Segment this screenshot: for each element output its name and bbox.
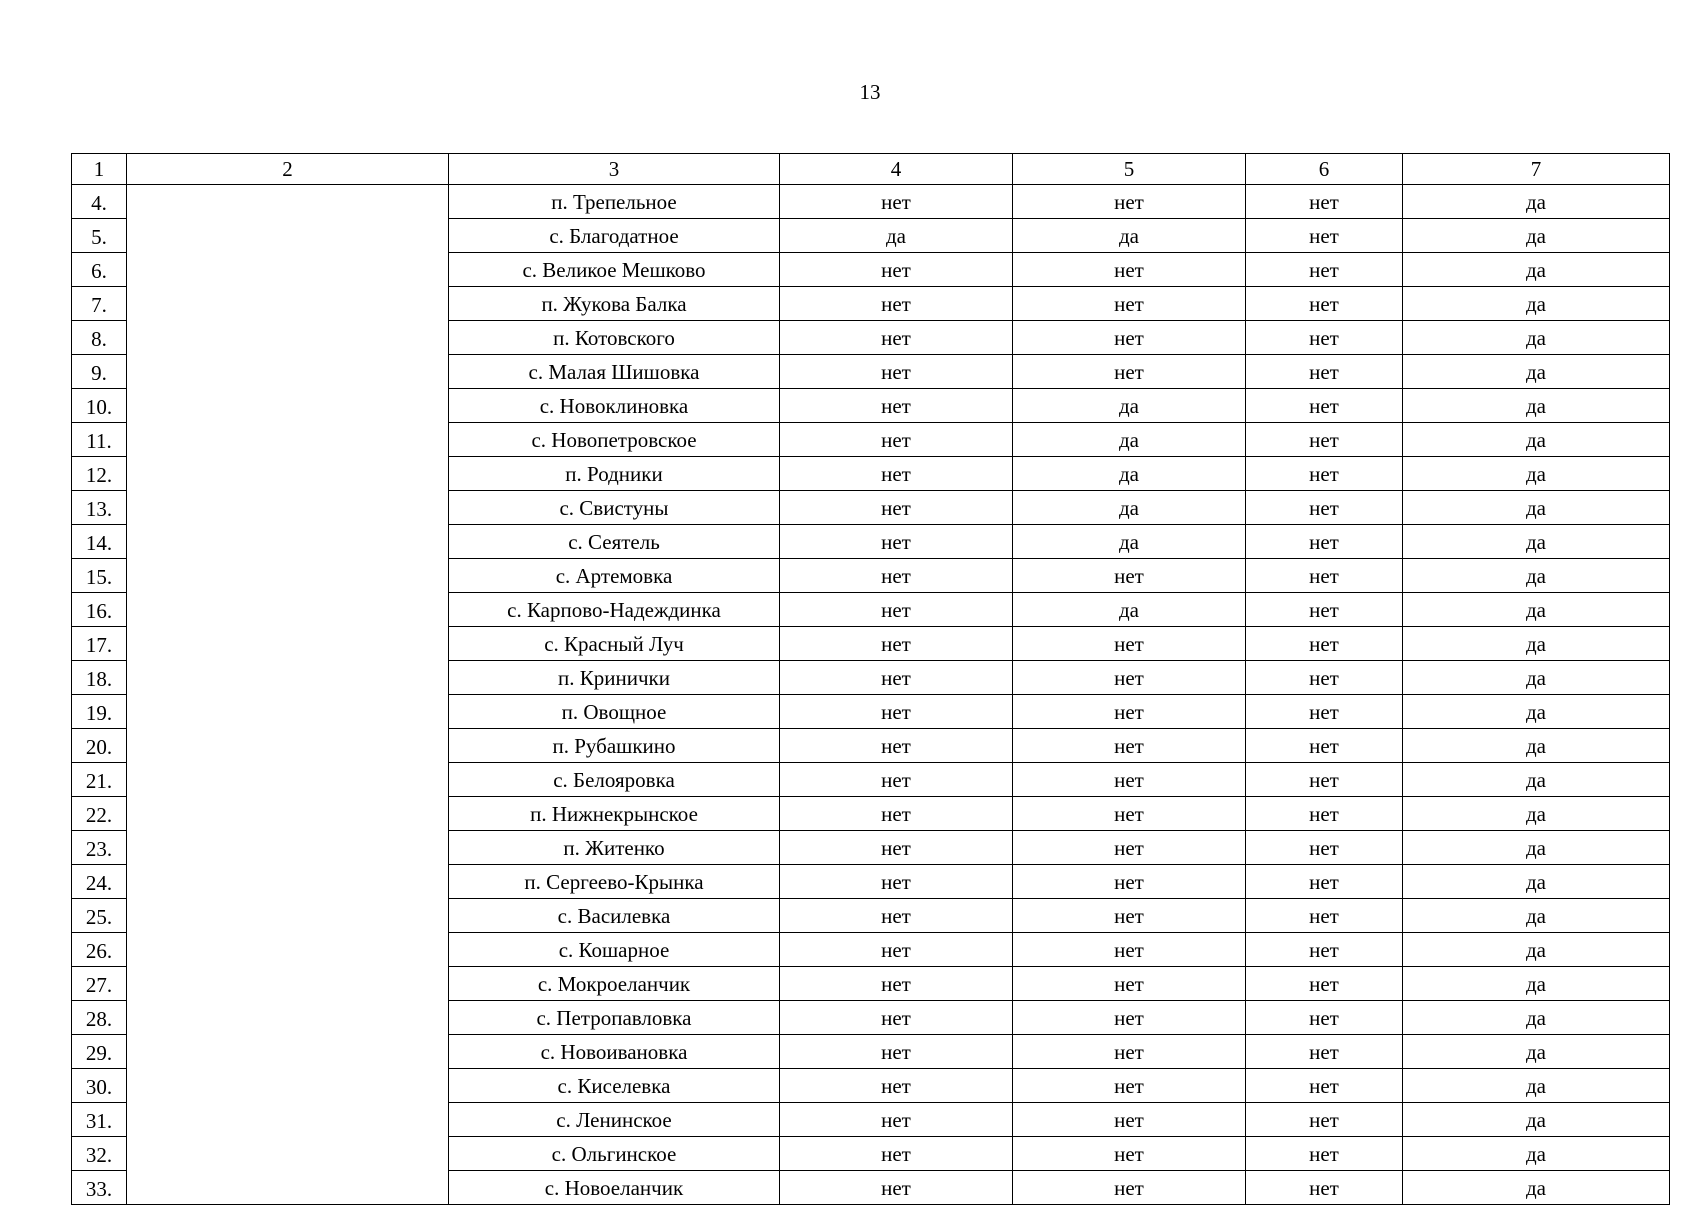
col4-value: нет <box>780 1137 1013 1171</box>
col4-value: нет <box>780 865 1013 899</box>
table-body <box>72 154 1670 1205</box>
col7-value: да <box>1403 627 1670 661</box>
col4-value: нет <box>780 253 1013 287</box>
row-number: 17. <box>72 627 127 661</box>
settlement-name: с. Новоклиновка <box>449 389 780 423</box>
row-number: 6. <box>72 253 127 287</box>
col4-value: нет <box>780 1171 1013 1205</box>
settlement-name: п. Овощное <box>449 695 780 729</box>
col7-value: да <box>1403 1137 1670 1171</box>
col5-value: нет <box>1013 321 1246 355</box>
col7-value: да <box>1403 253 1670 287</box>
col7-value: да <box>1403 1001 1670 1035</box>
column-2-blank-cell <box>127 185 449 1205</box>
col6-value: нет <box>1246 933 1403 967</box>
col4-value: нет <box>780 1001 1013 1035</box>
settlement-name: п. Сергеево-Крынка <box>449 865 780 899</box>
table-row <box>72 185 1670 219</box>
row-number: 16. <box>72 593 127 627</box>
col7-value: да <box>1403 865 1670 899</box>
col5-value: нет <box>1013 627 1246 661</box>
col6-value: нет <box>1246 491 1403 525</box>
col4-value: нет <box>780 593 1013 627</box>
header-cell-1: 1 <box>72 154 127 185</box>
col6-value: нет <box>1246 253 1403 287</box>
col4-value: нет <box>780 763 1013 797</box>
col4-value: нет <box>780 1103 1013 1137</box>
row-number: 18. <box>72 661 127 695</box>
settlement-name: п. Житенко <box>449 831 780 865</box>
col7-value: да <box>1403 967 1670 1001</box>
row-number: 5. <box>72 219 127 253</box>
row-number: 26. <box>72 933 127 967</box>
settlement-name: п. Родники <box>449 457 780 491</box>
col4-value: нет <box>780 1035 1013 1069</box>
col7-value: да <box>1403 219 1670 253</box>
col6-value: нет <box>1246 831 1403 865</box>
row-number: 24. <box>72 865 127 899</box>
col4-value: нет <box>780 423 1013 457</box>
col4-value: нет <box>780 695 1013 729</box>
col4-value: нет <box>780 559 1013 593</box>
col6-value: нет <box>1246 457 1403 491</box>
col5-value: да <box>1013 423 1246 457</box>
col6-value: нет <box>1246 321 1403 355</box>
header-cell-2: 2 <box>127 154 449 185</box>
col5-value: нет <box>1013 1103 1246 1137</box>
col6-value: нет <box>1246 729 1403 763</box>
col7-value: да <box>1403 559 1670 593</box>
col6-value: нет <box>1246 389 1403 423</box>
col4-value: нет <box>780 933 1013 967</box>
col4-value: нет <box>780 355 1013 389</box>
col4-value: нет <box>780 457 1013 491</box>
row-number: 32. <box>72 1137 127 1171</box>
col4-value: нет <box>780 831 1013 865</box>
col5-value: нет <box>1013 763 1246 797</box>
row-number: 19. <box>72 695 127 729</box>
col5-value: нет <box>1013 899 1246 933</box>
settlement-name: с. Красный Луч <box>449 627 780 661</box>
settlement-name: с. Малая Шишовка <box>449 355 780 389</box>
col4-value: нет <box>780 389 1013 423</box>
col7-value: да <box>1403 1035 1670 1069</box>
col7-value: да <box>1403 831 1670 865</box>
col4-value: нет <box>780 491 1013 525</box>
col5-value: нет <box>1013 1001 1246 1035</box>
row-number: 27. <box>72 967 127 1001</box>
col7-value: да <box>1403 593 1670 627</box>
col6-value: нет <box>1246 1035 1403 1069</box>
col7-value: да <box>1403 287 1670 321</box>
col7-value: да <box>1403 797 1670 831</box>
settlement-name: п. Нижнекрынское <box>449 797 780 831</box>
col6-value: нет <box>1246 627 1403 661</box>
col7-value: да <box>1403 423 1670 457</box>
col7-value: да <box>1403 355 1670 389</box>
col7-value: да <box>1403 899 1670 933</box>
col5-value: нет <box>1013 1069 1246 1103</box>
settlement-name: с. Белояровка <box>449 763 780 797</box>
col5-value: нет <box>1013 185 1246 219</box>
row-number: 22. <box>72 797 127 831</box>
col5-value: нет <box>1013 253 1246 287</box>
row-number: 21. <box>72 763 127 797</box>
col5-value: нет <box>1013 729 1246 763</box>
settlement-name: п. Кринички <box>449 661 780 695</box>
col7-value: да <box>1403 695 1670 729</box>
col5-value: нет <box>1013 695 1246 729</box>
col5-value: да <box>1013 219 1246 253</box>
col7-value: да <box>1403 321 1670 355</box>
settlement-name: с. Сеятель <box>449 525 780 559</box>
row-number: 30. <box>72 1069 127 1103</box>
col5-value: нет <box>1013 1035 1246 1069</box>
row-number: 25. <box>72 899 127 933</box>
settlement-name: с. Свистуны <box>449 491 780 525</box>
col5-value: нет <box>1013 865 1246 899</box>
settlements-table <box>71 153 1670 1205</box>
col6-value: нет <box>1246 1171 1403 1205</box>
row-number: 12. <box>72 457 127 491</box>
settlement-name: с. Великое Мешково <box>449 253 780 287</box>
col4-value: нет <box>780 661 1013 695</box>
row-number: 28. <box>72 1001 127 1035</box>
col7-value: да <box>1403 763 1670 797</box>
col7-value: да <box>1403 1103 1670 1137</box>
col7-value: да <box>1403 525 1670 559</box>
col6-value: нет <box>1246 219 1403 253</box>
col4-value: нет <box>780 525 1013 559</box>
col5-value: да <box>1013 389 1246 423</box>
col5-value: да <box>1013 457 1246 491</box>
col7-value: да <box>1403 1069 1670 1103</box>
row-number: 10. <box>72 389 127 423</box>
col4-value: нет <box>780 899 1013 933</box>
col6-value: нет <box>1246 1103 1403 1137</box>
col6-value: нет <box>1246 559 1403 593</box>
row-number: 7. <box>72 287 127 321</box>
col7-value: да <box>1403 1171 1670 1205</box>
col4-value: нет <box>780 185 1013 219</box>
page-number: 13 <box>859 80 881 104</box>
settlement-name: п. Жукова Балка <box>449 287 780 321</box>
col6-value: нет <box>1246 763 1403 797</box>
header-cell-4: 4 <box>780 154 1013 185</box>
col6-value: нет <box>1246 1137 1403 1171</box>
row-number: 20. <box>72 729 127 763</box>
row-number: 29. <box>72 1035 127 1069</box>
col7-value: да <box>1403 729 1670 763</box>
col6-value: нет <box>1246 661 1403 695</box>
col5-value: да <box>1013 491 1246 525</box>
settlement-name: с. Петропавловка <box>449 1001 780 1035</box>
col5-value: нет <box>1013 355 1246 389</box>
col7-value: да <box>1403 933 1670 967</box>
settlement-name: с. Ленинское <box>449 1103 780 1137</box>
settlement-name: с. Мокроеланчик <box>449 967 780 1001</box>
col6-value: нет <box>1246 287 1403 321</box>
col7-value: да <box>1403 457 1670 491</box>
header-cell-3: 3 <box>449 154 780 185</box>
col6-value: нет <box>1246 1069 1403 1103</box>
row-number: 8. <box>72 321 127 355</box>
row-number: 4. <box>72 185 127 219</box>
row-number: 15. <box>72 559 127 593</box>
col4-value: да <box>780 219 1013 253</box>
table-header-row <box>72 154 1670 185</box>
col6-value: нет <box>1246 185 1403 219</box>
col6-value: нет <box>1246 423 1403 457</box>
settlement-name: с. Ольгинское <box>449 1137 780 1171</box>
row-number: 33. <box>72 1171 127 1205</box>
col5-value: нет <box>1013 559 1246 593</box>
col6-value: нет <box>1246 797 1403 831</box>
col4-value: нет <box>780 321 1013 355</box>
row-number: 23. <box>72 831 127 865</box>
row-number: 13. <box>72 491 127 525</box>
col4-value: нет <box>780 797 1013 831</box>
settlement-name: п. Рубашкино <box>449 729 780 763</box>
col5-value: нет <box>1013 967 1246 1001</box>
settlement-name: с. Новоивановка <box>449 1035 780 1069</box>
row-number: 31. <box>72 1103 127 1137</box>
col4-value: нет <box>780 967 1013 1001</box>
settlement-name: п. Котовского <box>449 321 780 355</box>
settlement-name: с. Кошарное <box>449 933 780 967</box>
col6-value: нет <box>1246 525 1403 559</box>
row-number: 9. <box>72 355 127 389</box>
col5-value: нет <box>1013 287 1246 321</box>
col6-value: нет <box>1246 593 1403 627</box>
col5-value: нет <box>1013 831 1246 865</box>
settlement-name: с. Василевка <box>449 899 780 933</box>
header-cell-5: 5 <box>1013 154 1246 185</box>
settlement-name: п. Трепельное <box>449 185 780 219</box>
col6-value: нет <box>1246 865 1403 899</box>
col7-value: да <box>1403 185 1670 219</box>
row-number: 11. <box>72 423 127 457</box>
col5-value: нет <box>1013 1171 1246 1205</box>
header-cell-6: 6 <box>1246 154 1403 185</box>
col5-value: да <box>1013 525 1246 559</box>
col7-value: да <box>1403 661 1670 695</box>
col7-value: да <box>1403 389 1670 423</box>
settlement-name: с. Новопетровское <box>449 423 780 457</box>
col6-value: нет <box>1246 355 1403 389</box>
header-cell-7: 7 <box>1403 154 1670 185</box>
settlement-name: с. Благодатное <box>449 219 780 253</box>
col5-value: нет <box>1013 1137 1246 1171</box>
col6-value: нет <box>1246 695 1403 729</box>
col4-value: нет <box>780 627 1013 661</box>
settlement-name: с. Артемовка <box>449 559 780 593</box>
settlement-name: с. Новоеланчик <box>449 1171 780 1205</box>
col4-value: нет <box>780 729 1013 763</box>
col6-value: нет <box>1246 967 1403 1001</box>
col5-value: нет <box>1013 933 1246 967</box>
row-number: 14. <box>72 525 127 559</box>
col5-value: нет <box>1013 797 1246 831</box>
col4-value: нет <box>780 1069 1013 1103</box>
settlement-name: с. Киселевка <box>449 1069 780 1103</box>
col6-value: нет <box>1246 1001 1403 1035</box>
col7-value: да <box>1403 491 1670 525</box>
col5-value: нет <box>1013 661 1246 695</box>
col6-value: нет <box>1246 899 1403 933</box>
col5-value: да <box>1013 593 1246 627</box>
col4-value: нет <box>780 287 1013 321</box>
settlement-name: с. Карпово-Надеждинка <box>449 593 780 627</box>
